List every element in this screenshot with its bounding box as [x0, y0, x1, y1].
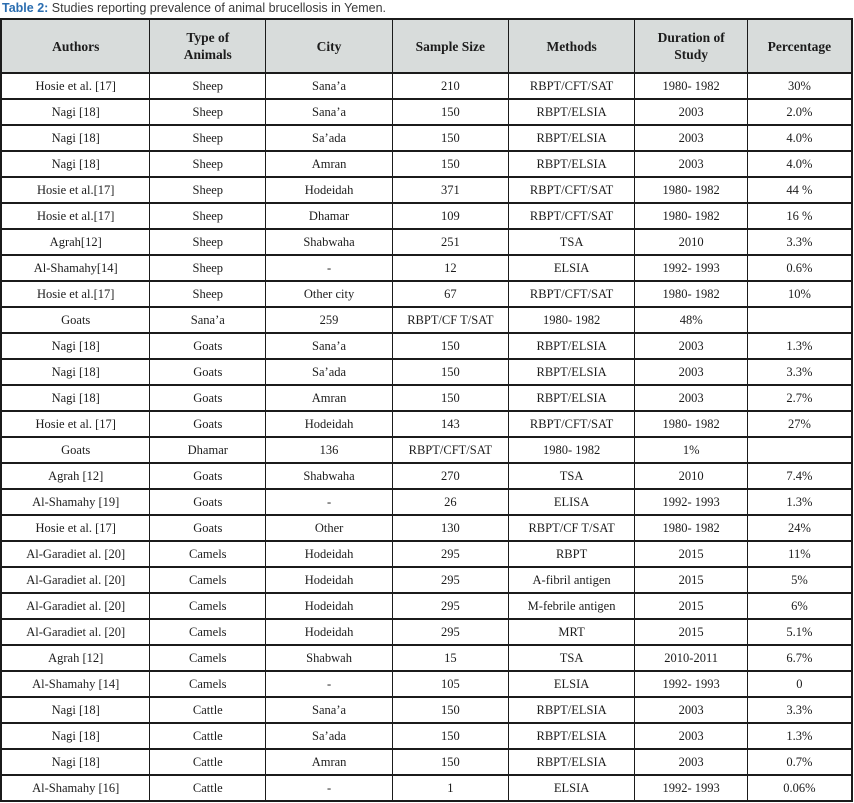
table-cell [747, 307, 852, 333]
table-row [1, 749, 852, 775]
table-cell: 143 [392, 411, 508, 437]
table-cell: - [266, 775, 393, 801]
table-cell: 1980- 1982 [635, 73, 747, 99]
table-row [1, 489, 852, 515]
table-cell: 2003 [635, 125, 747, 151]
table-cell: Camels [150, 593, 266, 619]
table-cell: Al-Shamahy [19] [1, 489, 150, 515]
table-row [1, 411, 852, 437]
table-cell: 150 [392, 125, 508, 151]
table-cell: Dhamar [150, 437, 266, 463]
table-caption-text: Studies reporting prevalence of animal brucellosis in Yemen. [48, 1, 387, 15]
table-cell: 6% [747, 593, 852, 619]
table-row [1, 567, 852, 593]
prevalence-table [0, 18, 853, 802]
table-row [1, 645, 852, 671]
table-cell: Shabwah [266, 645, 393, 671]
table-cell: 0.06% [747, 775, 852, 801]
table-cell: Agrah[12] [1, 229, 150, 255]
table-cell: Amran [266, 749, 393, 775]
table-cell: MRT [508, 619, 635, 645]
table-row [1, 229, 852, 255]
table-cell: RBPT/CFT/SAT [508, 73, 635, 99]
table-cell: 30% [747, 73, 852, 99]
table-cell: Sheep [150, 229, 266, 255]
table-cell: Agrah [12] [1, 463, 150, 489]
table-cell: 2003 [635, 723, 747, 749]
table-cell: Nagi [18] [1, 151, 150, 177]
table-cell: 3.3% [747, 359, 852, 385]
table-cell: Goats [1, 307, 150, 333]
table-cell: Camels [150, 541, 266, 567]
table-cell: Goats [150, 515, 266, 541]
table-cell: 2003 [635, 359, 747, 385]
table-cell: TSA [508, 229, 635, 255]
table-cell: Sheep [150, 255, 266, 281]
table-cell: 136 [266, 437, 393, 463]
table-cell: 150 [392, 697, 508, 723]
table-cell: 2003 [635, 385, 747, 411]
table-row [1, 281, 852, 307]
table-row [1, 203, 852, 229]
table-row [1, 775, 852, 801]
table-cell: 1980- 1982 [635, 411, 747, 437]
table-row [1, 515, 852, 541]
column-header-city: City [266, 19, 393, 73]
table-cell: ELSIA [508, 255, 635, 281]
table-cell: Goats [1, 437, 150, 463]
table-cell: 1980- 1982 [635, 177, 747, 203]
table-cell: 1.3% [747, 489, 852, 515]
table-row [1, 619, 852, 645]
table-cell: Hodeidah [266, 177, 393, 203]
table-caption [0, 0, 854, 18]
table-cell: 150 [392, 333, 508, 359]
table-cell: 2003 [635, 333, 747, 359]
table-cell: Goats [150, 333, 266, 359]
table-cell: RBPT/ELSIA [508, 151, 635, 177]
table-row [1, 593, 852, 619]
column-header-duration-of-study: Duration of Study [635, 19, 747, 73]
table-row [1, 697, 852, 723]
table-cell: Nagi [18] [1, 385, 150, 411]
table-cell: 150 [392, 749, 508, 775]
column-header-percentage: Percentage [747, 19, 852, 73]
table-cell: 2003 [635, 151, 747, 177]
table-cell: 1980- 1982 [635, 281, 747, 307]
table-cell: Hosie et al.[17] [1, 203, 150, 229]
table-cell: 1992- 1993 [635, 775, 747, 801]
table-cell: 371 [392, 177, 508, 203]
table-cell: Goats [150, 463, 266, 489]
table-cell: Nagi [18] [1, 125, 150, 151]
table-cell: RBPT/CFT/SAT [392, 437, 508, 463]
table-cell: RBPT/ELSIA [508, 385, 635, 411]
table-cell: RBPT/CF T/SAT [392, 307, 508, 333]
table-row [1, 151, 852, 177]
table-cell: Hodeidah [266, 567, 393, 593]
table-cell: Sheep [150, 73, 266, 99]
table-cell: 1992- 1993 [635, 671, 747, 697]
table-cell: 2003 [635, 749, 747, 775]
table-cell: Al-Garadiet al. [20] [1, 567, 150, 593]
table-cell: Sheep [150, 203, 266, 229]
table-cell: Goats [150, 489, 266, 515]
table-cell: 150 [392, 99, 508, 125]
table-cell: 0.7% [747, 749, 852, 775]
table-cell: Shabwaha [266, 229, 393, 255]
table-cell: 26 [392, 489, 508, 515]
table-cell: 150 [392, 385, 508, 411]
table-row [1, 723, 852, 749]
table-cell: Camels [150, 619, 266, 645]
table-cell: 3.3% [747, 229, 852, 255]
table-header-row [1, 19, 852, 73]
table-cell: Goats [150, 411, 266, 437]
table-cell: RBPT/ELSIA [508, 333, 635, 359]
table-cell: Hodeidah [266, 541, 393, 567]
table-cell: Cattle [150, 697, 266, 723]
table-cell: 2015 [635, 567, 747, 593]
table-cell: RBPT/ELSIA [508, 99, 635, 125]
table-cell: 210 [392, 73, 508, 99]
table-cell: 1% [635, 437, 747, 463]
table-cell: Al-Garadiet al. [20] [1, 593, 150, 619]
table-cell: Sa’ada [266, 723, 393, 749]
table-header [1, 19, 852, 73]
table-cell: Al-Shamahy [14] [1, 671, 150, 697]
table-cell: Dhamar [266, 203, 393, 229]
table-cell: Nagi [18] [1, 99, 150, 125]
table-cell: Hosie et al. [17] [1, 515, 150, 541]
table-cell: RBPT/ELSIA [508, 359, 635, 385]
table-cell: Al-Garadiet al. [20] [1, 541, 150, 567]
table-row [1, 99, 852, 125]
table-cell: ELISA [508, 489, 635, 515]
table-cell: Nagi [18] [1, 333, 150, 359]
table-cell: 1 [392, 775, 508, 801]
table-cell: 150 [392, 151, 508, 177]
table-row [1, 73, 852, 99]
table-cell: 67 [392, 281, 508, 307]
table-cell: 1992- 1993 [635, 489, 747, 515]
table-cell: 150 [392, 359, 508, 385]
table-cell: RBPT/CFT/SAT [508, 203, 635, 229]
table-cell: 1.3% [747, 333, 852, 359]
table-cell: RBPT/ELSIA [508, 697, 635, 723]
table-cell: 130 [392, 515, 508, 541]
table-cell: ELSIA [508, 671, 635, 697]
table-cell: 2003 [635, 99, 747, 125]
table-cell: TSA [508, 463, 635, 489]
table-row [1, 671, 852, 697]
table-cell: 4.0% [747, 151, 852, 177]
table-cell: Goats [150, 359, 266, 385]
table-cell: - [266, 255, 393, 281]
table-row [1, 463, 852, 489]
table-cell: Hosie et al. [17] [1, 411, 150, 437]
table-cell: 270 [392, 463, 508, 489]
table-cell: Cattle [150, 749, 266, 775]
table-cell: TSA [508, 645, 635, 671]
table-cell: M-febrile antigen [508, 593, 635, 619]
table-cell: Sana’a [266, 333, 393, 359]
table-cell: A-fibril antigen [508, 567, 635, 593]
table-cell: Nagi [18] [1, 697, 150, 723]
table-cell: 109 [392, 203, 508, 229]
table-cell: 0.6% [747, 255, 852, 281]
table-cell: Amran [266, 151, 393, 177]
table-cell: Cattle [150, 723, 266, 749]
table-cell: 1980- 1982 [508, 437, 635, 463]
table-row [1, 255, 852, 281]
table-cell: Sana’a [266, 99, 393, 125]
table-cell: Sheep [150, 151, 266, 177]
table-cell: 295 [392, 567, 508, 593]
table-row [1, 541, 852, 567]
table-cell: 6.7% [747, 645, 852, 671]
table-cell: Hodeidah [266, 619, 393, 645]
table-cell: Sana’a [150, 307, 266, 333]
table-cell: 4.0% [747, 125, 852, 151]
table-cell: 1980- 1982 [635, 515, 747, 541]
table-cell: 1980- 1982 [508, 307, 635, 333]
table-cell: Other [266, 515, 393, 541]
table-cell: RBPT/CFT/SAT [508, 411, 635, 437]
table-cell: Sheep [150, 281, 266, 307]
table-cell: RBPT/CF T/SAT [508, 515, 635, 541]
table-cell: 5.1% [747, 619, 852, 645]
table-row [1, 125, 852, 151]
table-cell: RBPT [508, 541, 635, 567]
table-cell: Camels [150, 567, 266, 593]
table-cell: 2015 [635, 593, 747, 619]
table-cell: 295 [392, 619, 508, 645]
column-header-authors: Authors [1, 19, 150, 73]
table-cell: Amran [266, 385, 393, 411]
table-cell: Agrah [12] [1, 645, 150, 671]
table-cell: 1980- 1982 [635, 203, 747, 229]
table-row [1, 437, 852, 463]
table-cell: 2010-2011 [635, 645, 747, 671]
table-cell: RBPT/CFT/SAT [508, 177, 635, 203]
table-cell: 16 % [747, 203, 852, 229]
table-cell: Hodeidah [266, 593, 393, 619]
table-cell: Cattle [150, 775, 266, 801]
table-cell: 12 [392, 255, 508, 281]
table-cell: Sa’ada [266, 359, 393, 385]
table-cell: RBPT/ELSIA [508, 125, 635, 151]
table-cell: 2015 [635, 541, 747, 567]
table-cell: Hodeidah [266, 411, 393, 437]
table-cell: 11% [747, 541, 852, 567]
table-cell: Sa’ada [266, 125, 393, 151]
table-cell: ELSIA [508, 775, 635, 801]
table-cell: Other city [266, 281, 393, 307]
table-cell: Sheep [150, 177, 266, 203]
table-cell: 1.3% [747, 723, 852, 749]
table-cell: RBPT/ELSIA [508, 749, 635, 775]
table-cell: 48% [635, 307, 747, 333]
table-cell: RBPT/CFT/SAT [508, 281, 635, 307]
table-cell: - [266, 671, 393, 697]
table-cell: Nagi [18] [1, 749, 150, 775]
table-cell: Sana’a [266, 73, 393, 99]
table-cell: 0 [747, 671, 852, 697]
table-cell: Hosie et al. [17] [1, 73, 150, 99]
column-header-methods: Methods [508, 19, 635, 73]
table-cell: 2.7% [747, 385, 852, 411]
table-body [1, 73, 852, 801]
table-cell: 10% [747, 281, 852, 307]
table-cell: 44 % [747, 177, 852, 203]
table-cell: Nagi [18] [1, 723, 150, 749]
table-cell: 1992- 1993 [635, 255, 747, 281]
table-cell: Shabwaha [266, 463, 393, 489]
table-cell: Sheep [150, 99, 266, 125]
table-cell: 2.0% [747, 99, 852, 125]
table-cell: 295 [392, 593, 508, 619]
table-cell: Al-Garadiet al. [20] [1, 619, 150, 645]
column-header-sample-size: Sample Size [392, 19, 508, 73]
table-cell: Nagi [18] [1, 359, 150, 385]
table-cell: Al-Shamahy[14] [1, 255, 150, 281]
table-cell: 295 [392, 541, 508, 567]
table-row [1, 359, 852, 385]
table-cell: Camels [150, 671, 266, 697]
table-cell: Al-Shamahy [16] [1, 775, 150, 801]
table-cell: 2003 [635, 697, 747, 723]
table-cell: 2015 [635, 619, 747, 645]
column-header-type-of-animals: Type of Animals [150, 19, 266, 73]
table-cell: Hosie et al.[17] [1, 177, 150, 203]
table-cell: 24% [747, 515, 852, 541]
table-row [1, 385, 852, 411]
table-cell: 3.3% [747, 697, 852, 723]
table-cell: - [266, 489, 393, 515]
table-cell: 251 [392, 229, 508, 255]
table-cell: 15 [392, 645, 508, 671]
table-cell: 2010 [635, 229, 747, 255]
table-row [1, 307, 852, 333]
table-cell: 105 [392, 671, 508, 697]
table-cell: 2010 [635, 463, 747, 489]
table-cell: 5% [747, 567, 852, 593]
table-cell: RBPT/ELSIA [508, 723, 635, 749]
table-cell: Sana’a [266, 697, 393, 723]
table-caption-label: Table 2: [2, 1, 49, 15]
table-row [1, 333, 852, 359]
table-cell: Sheep [150, 125, 266, 151]
table-cell: 259 [266, 307, 393, 333]
table-cell [747, 437, 852, 463]
table-cell: 7.4% [747, 463, 852, 489]
table-cell: 27% [747, 411, 852, 437]
table-cell: Goats [150, 385, 266, 411]
table-cell: 150 [392, 723, 508, 749]
table-cell: Camels [150, 645, 266, 671]
table-row [1, 177, 852, 203]
table-cell: Hosie et al.[17] [1, 281, 150, 307]
